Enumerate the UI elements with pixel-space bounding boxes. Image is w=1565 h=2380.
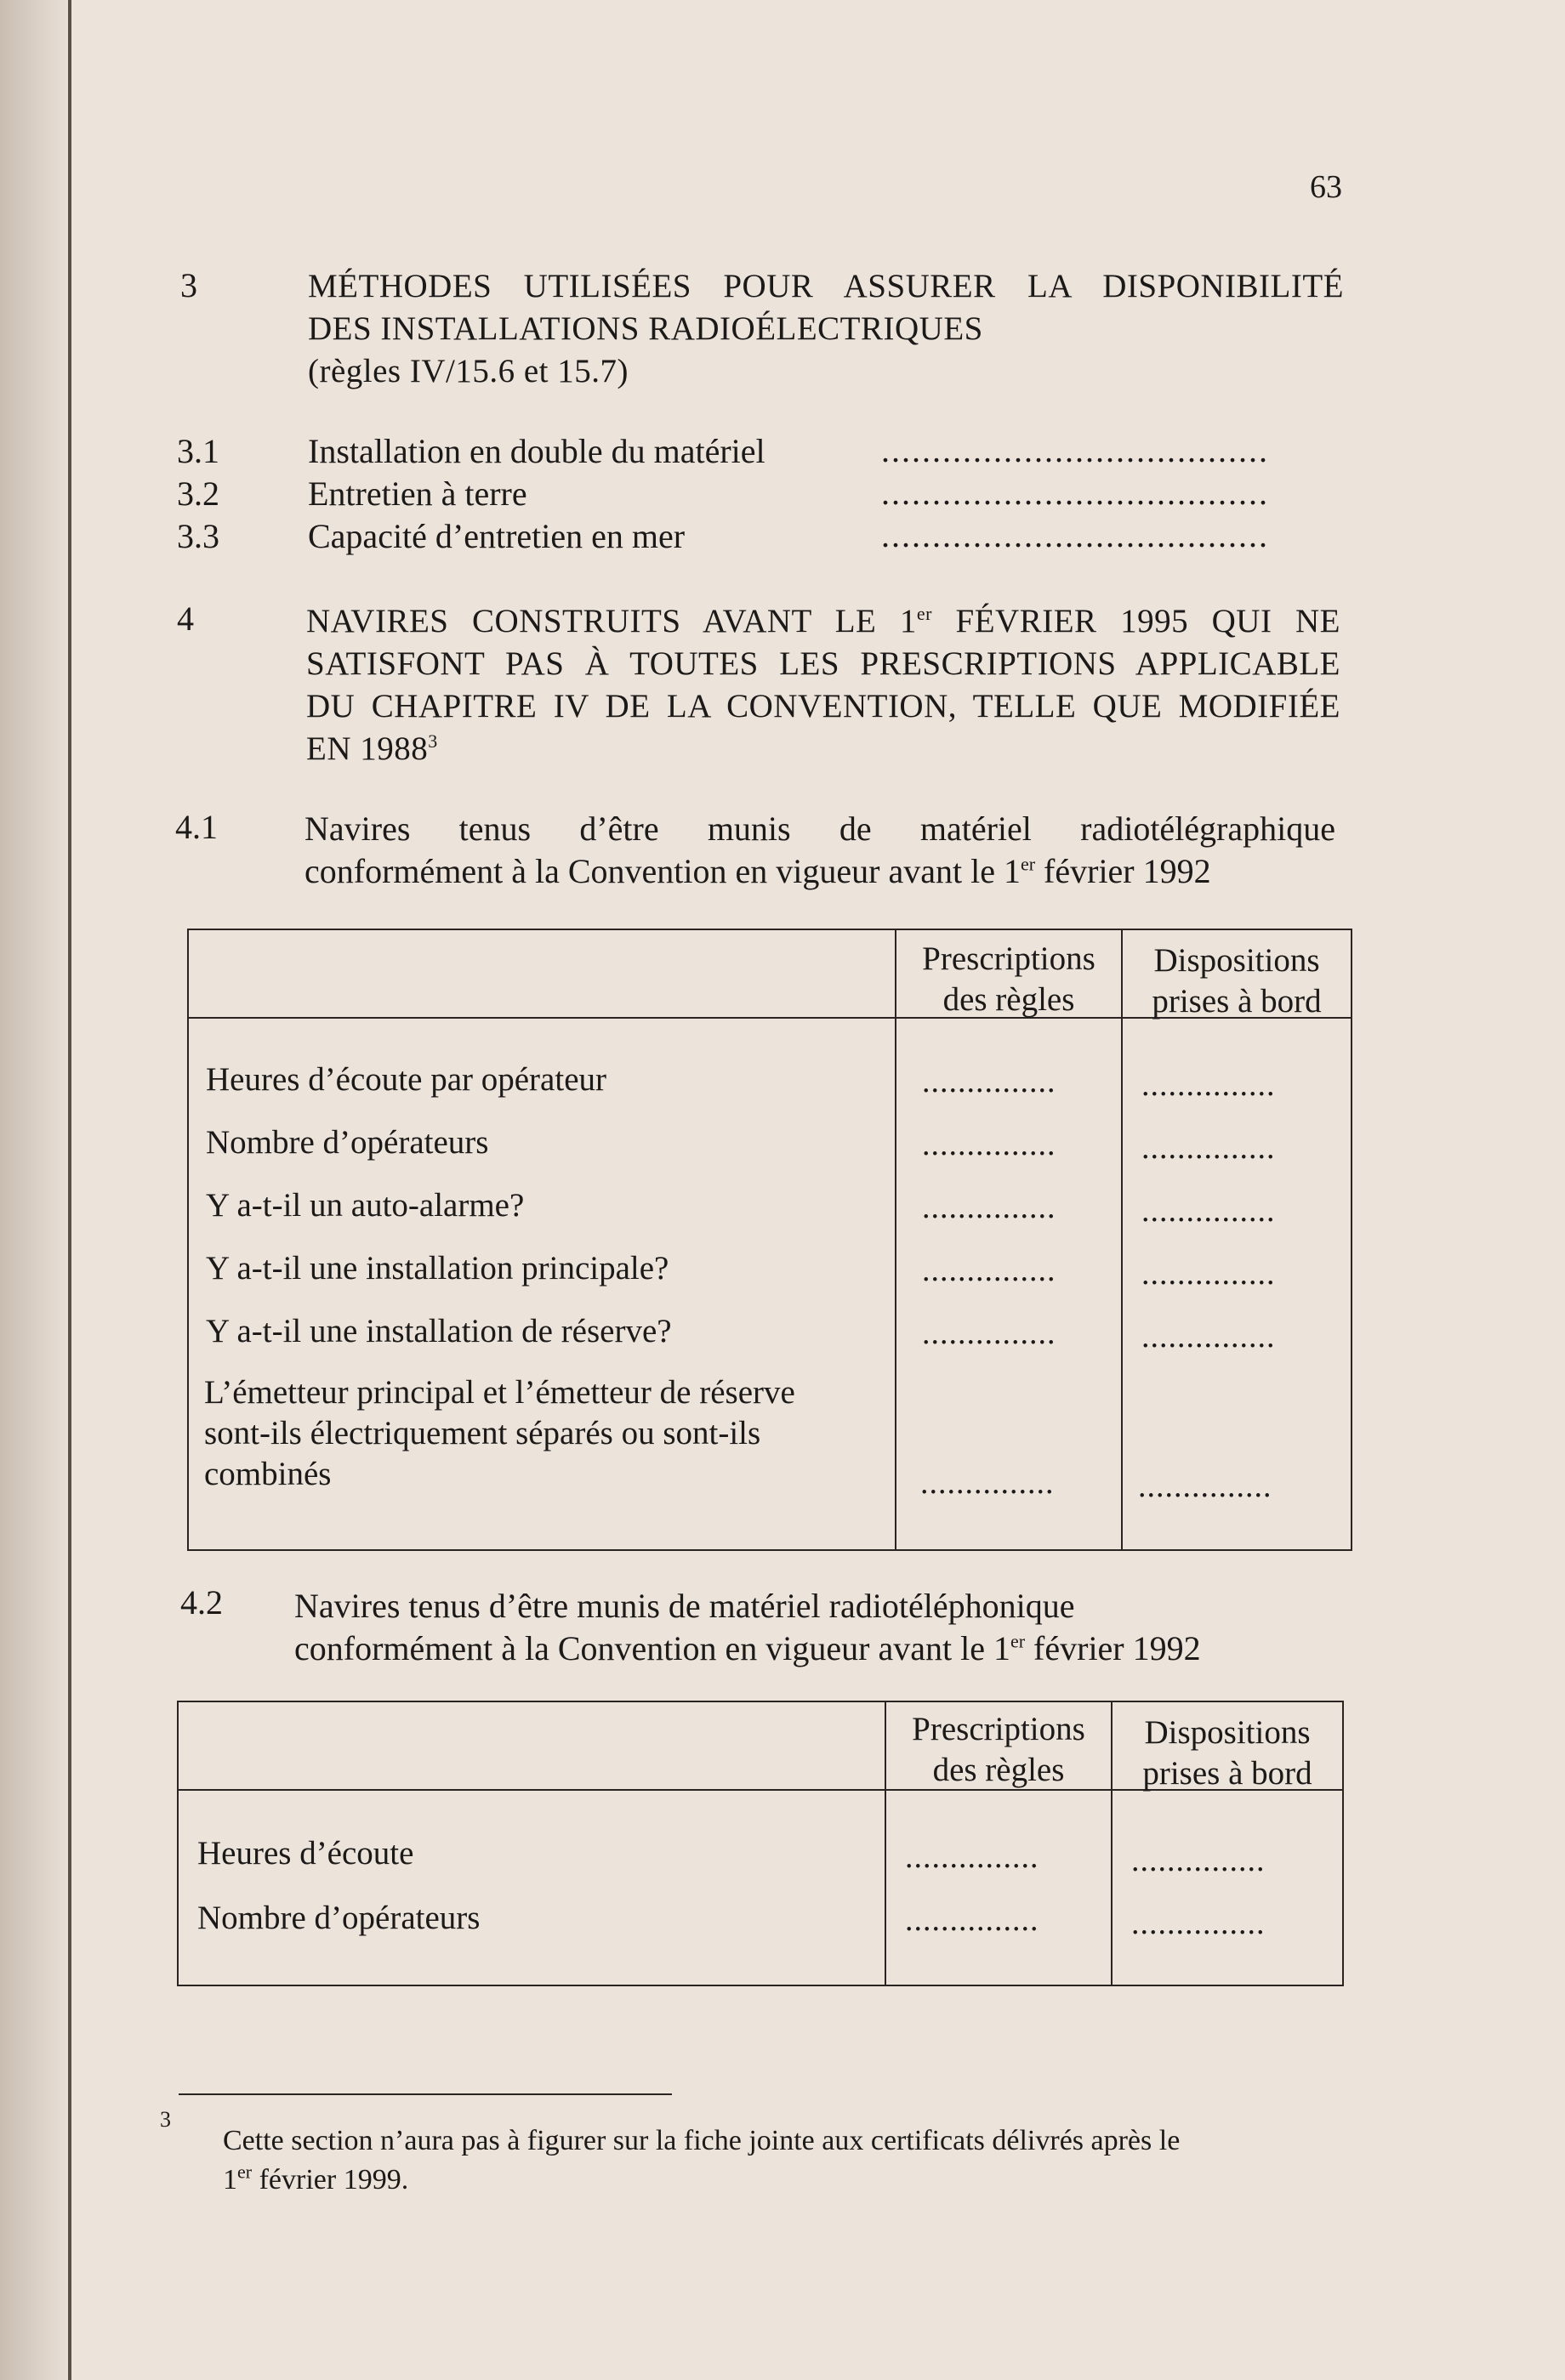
section-4-2-line-1: Navires tenus d’être munis de matériel radiotéléphonique [294,1587,1075,1625]
table-4-1-row-1-label: Heures d’écoute par opérateur [206,1061,606,1098]
item-3-1-fill-line: ...................................... [881,431,1269,469]
table-4-2-header-prescriptions: Prescriptions des règles [912,1711,1085,1788]
footnote-number: 3 [160,2107,171,2132]
table-4-1-row-4-label: Y a-t-il une installation principale? [206,1250,669,1287]
table-4-1-row-6-label: L’émetteur principal et l’émetteur de réserve sont-ils électriquement séparés ou sont-ils combinés [204,1374,795,1492]
section-4-1-number: 4.1 [175,808,218,846]
item-3-1-label: Installation en double du matériel [308,432,765,470]
table-4-1-row-5-prescriptions: ............... [922,1315,1056,1351]
item-3-2-fill-line: ...................................... [881,474,1269,512]
item-3-1-number: 3.1 [177,432,219,470]
section-4-number: 4 [177,599,194,638]
section-4-2-text [294,1585,1366,1670]
table-4-2-row-1-prescriptions: ............... [905,1839,1039,1875]
page-binding-line [68,0,71,2380]
table-4-1-col-divider-2 [1121,930,1123,1549]
table-4-1-col-divider-1 [895,930,896,1549]
item-3-2-number: 3.2 [177,474,219,513]
table-4-2-header-dispositions: Dispositions prises à bord [1142,1714,1312,1792]
section-4-title-line-1: NAVIRES CONSTRUITS AVANT LE 1er FÉVRIER 1995 QUI NE [306,603,1340,639]
footnote-line-2: 1er février 1999. [223,2161,409,2195]
table-4-2-row-1-label: Heures d’écoute [197,1835,414,1872]
footnote-rule [179,2093,672,2095]
table-4-1-row-2-dispositions: ............... [1141,1130,1276,1166]
section-4-title [306,600,1340,770]
table-4-1-row-3-label: Y a-t-il un auto-alarme? [206,1187,525,1224]
table-4-1-row-2-label: Nombre d’opérateurs [206,1124,489,1161]
table-4-1-row-4-prescriptions: ............... [922,1252,1056,1288]
table-4-1-row-5-label: Y a-t-il une installation de réserve? [206,1313,672,1349]
table-4-1-row-1-prescriptions: ............... [922,1064,1056,1099]
section-4-1-line-1: Navires tenus d’être munis de matériel radiotélégraphique [304,809,1335,848]
section-3-number: 3 [180,266,197,304]
table-4-1-row-1-dispositions: ............... [1141,1067,1276,1103]
page-number: 63 [1310,169,1342,205]
table-4-1-row-3-prescriptions: ............... [922,1190,1056,1225]
section-4-1-line-2: conformément à la Convention en vigueur avant le 1er février 1992 [304,852,1211,890]
table-4-1-header-prescriptions: Prescriptions des règles [922,940,1096,1018]
section-4-title-line-3: DU CHAPITRE IV DE LA CONVENTION, TELLE QUE MODIFIÉE [306,688,1340,724]
table-4-1-row-5-dispositions: ............... [1141,1319,1276,1355]
item-3-3-fill-line: ...................................... [881,516,1269,554]
table-4-1-row-6-dispositions: ............... [1138,1468,1272,1504]
section-3-title-line-2: DES INSTALLATIONS RADIOÉLECTRIQUES [308,310,983,347]
section-4-title-line-4: EN 1988$^3$ [306,730,438,767]
table-4-1-row-3-dispositions: ............... [1141,1193,1276,1229]
section-3-title-line-3: (règles IV/15.6 et 15.7) [308,353,629,389]
table-4-1-row-4-dispositions: ............... [1141,1256,1276,1292]
table-4-2-row-2-dispositions: ............... [1131,1906,1266,1941]
table-4-1-row-2-prescriptions: ............... [922,1127,1056,1162]
footnote-line-1: Cette section n’aura pas à figurer sur la fiche jointe aux certificats délivrés après le [223,2125,1181,2156]
section-3-title-line-1: MÉTHODES UTILISÉES POUR ASSURER LA DISPONIBILITÉ [308,268,1344,304]
footnote-text [223,2122,1337,2200]
section-4-2-line-2: conformément à la Convention en vigueur avant le 1er février 1992 [294,1629,1201,1667]
page-binding-edge [0,0,70,2380]
section-4-2-number: 4.2 [180,1583,223,1622]
section-4-1-text [304,808,1335,893]
table-4-2-row-2-prescriptions: ............... [905,1902,1039,1938]
item-3-3-label: Capacité d’entretien en mer [308,517,686,555]
table-4-2-row-1-dispositions: ............... [1131,1843,1266,1878]
section-3-title [308,265,1344,393]
table-4-1-header-dispositions: Dispositions prises à bord [1152,942,1322,1020]
item-3-3-number: 3.3 [177,517,219,555]
table-4-2-row-2-label: Nombre d’opérateurs [197,1900,481,1936]
section-4-title-line-2: SATISFONT PAS À TOUTES LES PRESCRIPTIONS APPLICABLE [306,645,1340,682]
table-4-1-row-6-prescriptions: ............... [920,1465,1055,1501]
item-3-2-label: Entretien à terre [308,474,527,513]
